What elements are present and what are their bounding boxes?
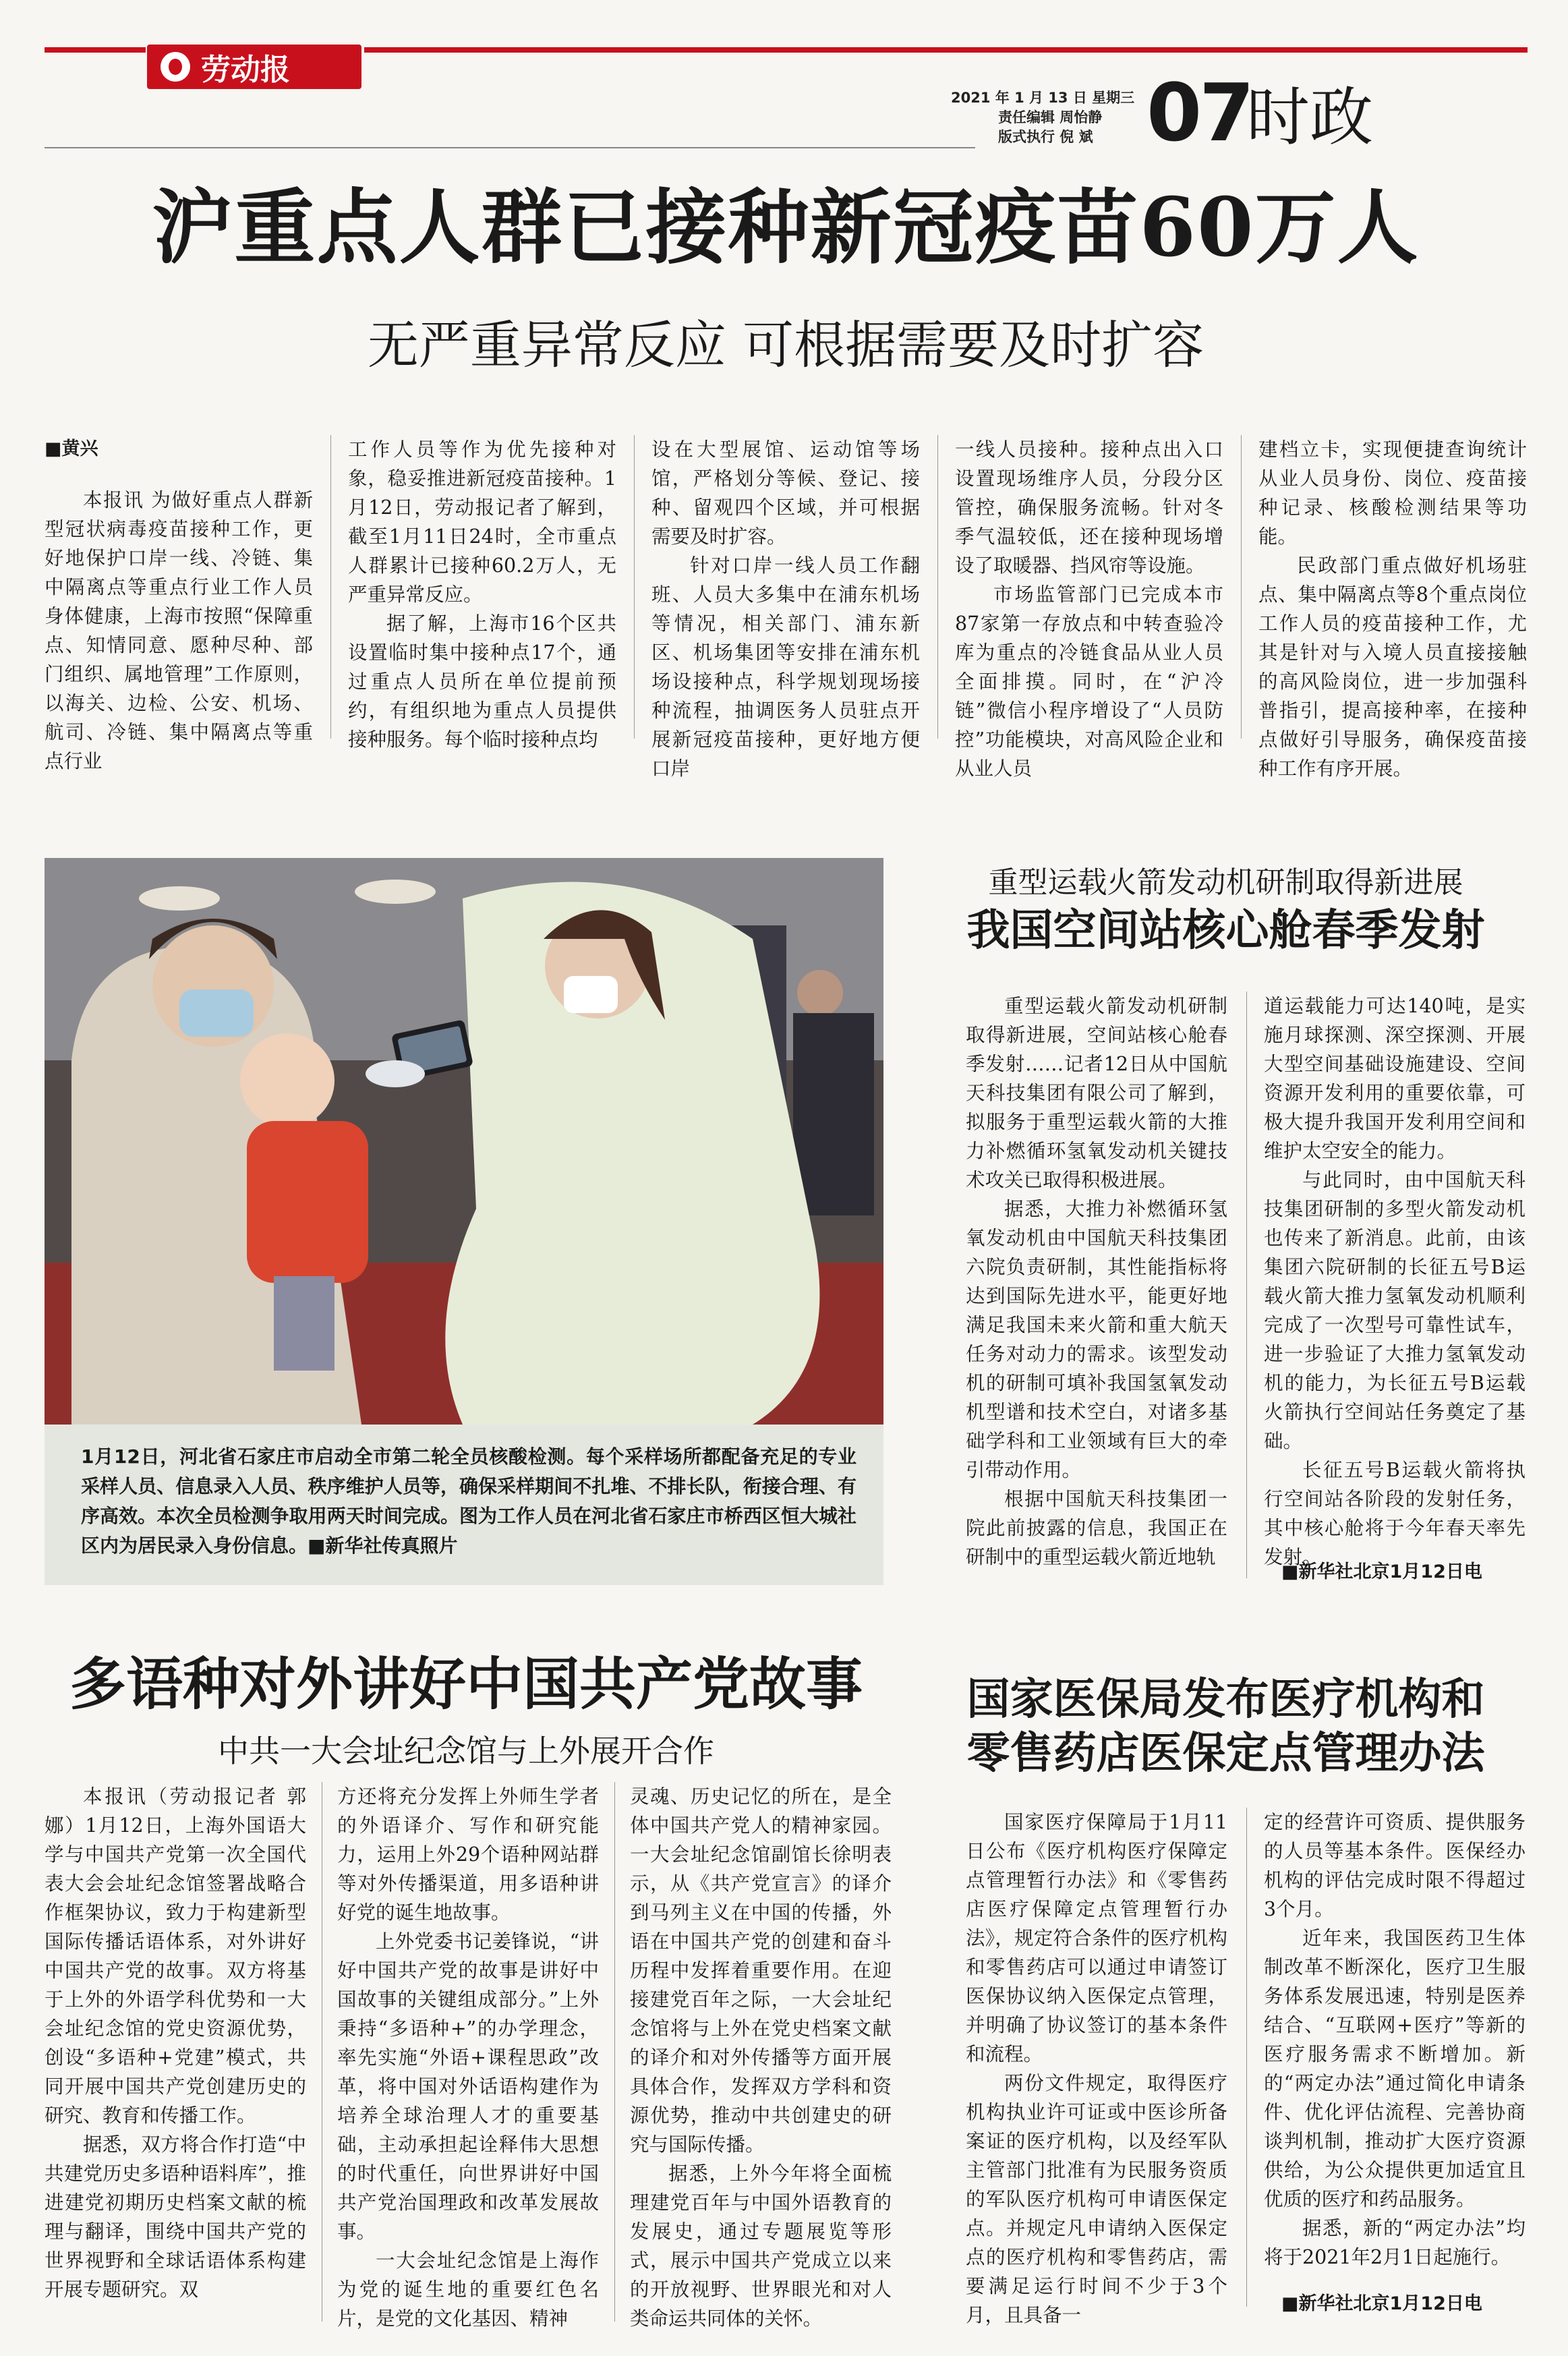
multilang-col-3 bbox=[630, 1782, 892, 2333]
insurance-col-2 bbox=[1264, 1808, 1526, 2272]
paragraph: 上外党委书记姜锋说，“讲好中国共产党的故事是讲好中国故事的关键组成部分。”上外秉持“多语种+”的办学理念，率先实施“外语+课程思政”改革，将中国对外话语构建作为培养全球治理人才的重要基础，主动承担起诠释伟大思想的时代重任，向世界讲好中国共产党治国理政和改革发展故事。 bbox=[337, 1930, 599, 2243]
paragraph: 道运载能力可达140吨，是实施月球探测、深空探测、开展大型空间基础设施建设、空间资源开发利用的重要依靠，可极大提升我国开发利用空间和维护太空安全的能力。 bbox=[1264, 995, 1526, 1162]
page-number: 07 bbox=[1146, 66, 1252, 159]
paragraph: 定的经营许可资质、提供服务的人员等基本条件。医保经办机构的评估完成时限不得超过3个月。 bbox=[1264, 1811, 1526, 1920]
section-name: 时政 bbox=[1246, 81, 1374, 154]
lead-col-2 bbox=[348, 435, 616, 754]
space-headline: 我国空间站核心舱春季发射 bbox=[966, 905, 1485, 956]
paragraph: 一大会址纪念馆是上海作为党的诞生地的重要红色名片，是党的文化基因、精神 bbox=[337, 2249, 599, 2330]
paragraph: 建档立卡，实现便捷查询统计从业人员身份、岗位、疫苗接种记录、核酸检测结果等功能。 bbox=[1258, 438, 1527, 548]
insurance-headline bbox=[924, 1673, 1528, 1781]
paragraph: 长征五号B运载火箭将执行空间站各阶段的发射任务，其中核心舱将于今年春天率先发射。 bbox=[1264, 1459, 1526, 1568]
space-kicker: 重型运载火箭发动机研制取得新进展 bbox=[988, 865, 1463, 900]
column-divider bbox=[1246, 992, 1247, 1578]
photo-caption bbox=[81, 1442, 856, 1561]
paragraph: 根据中国航天科技集团一院此前披露的信息，我国正在研制中的重型运载火箭近地轨 bbox=[966, 1488, 1227, 1568]
column-divider bbox=[1246, 1808, 1247, 2307]
paragraph: 方还将充分发挥上外师生学者的外语译介、写作和研究能力，运用上外29个语种网站群等对外传播渠道，用多语种讲好党的诞生地故事。 bbox=[337, 1785, 599, 1924]
column-divider bbox=[1241, 435, 1242, 739]
paragraph: 据悉，上外今年将全面梳理建党百年与中国外语教育的发展史，通过专题展览等形式，展示中国共产党成立以来的开放视野、世界眼光和对人类命运共同体的关怀。 bbox=[630, 2162, 892, 2330]
insurance-headline-line1: 国家医保局发布医疗机构和 bbox=[966, 1674, 1485, 1725]
issue-date: 2021 年 1 月 13 日 星期三 bbox=[951, 90, 1135, 106]
responsible-editor: 责任编辑 周怡静 bbox=[998, 109, 1103, 125]
lead-byline: ■黄兴 bbox=[45, 438, 98, 459]
paragraph: 与此同时，由中国航天科技集团研制的多型火箭发动机也传来了新消息。此前，由该集团六院研制的长征五号B运载火箭大推力氢氧发动机顺利完成了一次型号可靠性试车，进一步验证了大推力氢氧发动机的能力，为长征五号B运载火箭执行空间站任务奠定了基础。 bbox=[1264, 1169, 1526, 1452]
multilang-col-1 bbox=[45, 1782, 306, 2304]
caption-text: 1月12日，河北省石家庄市启动全市第二轮全员核酸检测。每个采样场所都配备充足的专业采样人员、信息录入人员、秩序维护人员等，确保采样期间不扎堆、不排长队，衔接合理、有序高效。本次全员检测争取用两天时间完成。图为工作人员在河北省石家庄市桥西区恒大城社区内为居民录入身份信息。 bbox=[81, 1445, 856, 1557]
paragraph: 据悉，双方将合作打造“中共建党历史多语种语料库”，推进建党初期历史档案文献的梳理与翻译，围绕中国共产党的世界视野和全球话语体系构建开展专题研究。双 bbox=[45, 2133, 306, 2301]
layout-designer: 版式执行 倪 斌 bbox=[998, 129, 1093, 145]
insurance-headline-line2: 零售药店医保定点管理办法 bbox=[966, 1728, 1485, 1779]
paragraph: 近年来，我国医药卫生体制改革不断深化，医疗卫生服务体系发展迅速，特别是医养结合、“互联网+医疗”等新的医疗服务需求不断增加。新的“两定办法”通过简化申请条件、优化评估流程、完善协商谈判机制，推动扩大医疗资源供给，为公众提供更加适宜且优质的医疗和药品服务。 bbox=[1264, 1927, 1526, 2210]
paragraph: 工作人员等作为优先接种对象，稳妥推进新冠疫苗接种。1月12日，劳动报记者了解到，截至1月11日24时，全市重点人群累计已接种60.2万人，无严重异常反应。 bbox=[348, 438, 616, 606]
column-divider bbox=[330, 435, 331, 739]
lead-col-3 bbox=[651, 435, 920, 783]
paragraph: 针对口岸一线人员工作翻班、人员大多集中在浦东机场等情况，相关部门、浦东新区、机场集团等安排在浦东机场设接种点，科学规划现场接种流程，抽调医务人员驻点开展新冠疫苗接种，更好地方便口岸 bbox=[651, 554, 920, 780]
photo-illustration bbox=[45, 858, 883, 1425]
lead-subhead: 无严重异常反应 可根据需要及时扩容 bbox=[367, 315, 1204, 375]
lead-col-1 bbox=[45, 486, 313, 776]
column-divider bbox=[634, 435, 635, 739]
masthead-rule-left bbox=[45, 47, 146, 53]
insurance-dateline: ■新华社北京1月12日电 bbox=[1281, 2293, 1482, 2314]
paragraph: 据了解，上海市16个区共设置临时集中接种点17个，通过重点人员所在单位提前预约，有组织地为重点人员提供接种服务。每个临时接种点均 bbox=[348, 612, 616, 751]
space-col-1 bbox=[966, 992, 1227, 1572]
paragraph: 据悉，新的“两定办法”均将于2021年2月1日起施行。 bbox=[1264, 2217, 1526, 2268]
paragraph: 灵魂、历史记忆的所在，是全体中国共产党人的精神家园。一大会址纪念馆副馆长徐明表示，从《共产党宣言》的译介到马列主义在中国的传播，外语在中国共产党的创建和奋斗历程中发挥着重要作用。在迎接建党百年之际，一大会址纪念馆将与上外在党史档案文献的译介和对外传播等方面开展具体合作，发挥双方学科和资源优势，推动中共创建史的研究与国际传播。 bbox=[630, 1785, 892, 2156]
lead-headline: 沪重点人群已接种新冠疫苗60万人 bbox=[152, 180, 1420, 275]
multilang-subhead: 中共一大会址纪念馆与上外展开合作 bbox=[218, 1733, 714, 1769]
column-divider bbox=[614, 1782, 615, 2322]
multilang-col-2 bbox=[337, 1782, 599, 2333]
paragraph: 市场监管部门已完成本市87家第一存放点和中转查验冷库为重点的冷链食品从业人员全面排摸。同时，在“沪冷链”微信小程序增设了“人员防控”功能模块，对高风险企业和从业人员 bbox=[955, 583, 1223, 780]
paragraph: 据悉，大推力补燃循环氢氧发动机由中国航天科技集团六院负责研制，其性能指标将达到国际先进水平，能更好地满足我国未来火箭和重大航天任务对动力的需求。该型发动机的研制可填补我国氢氧发动机型谱和技术空白，对诸多基础学科和工业领域有巨大的牵引带动作用。 bbox=[966, 1198, 1227, 1481]
issue-meta bbox=[951, 88, 1180, 147]
paragraph: 两份文件规定，取得医疗机构执业许可证或中医诊所备案证的医疗机构，以及经军队主管部门批准有为民服务资质的军队医疗机构可申请医保定点。并规定凡申请纳入医保定点的医疗机构和零售药店，需要满足运行时间不少于3个月，且具备一 bbox=[966, 2072, 1227, 2326]
paragraph: 设在大型展馆、运动馆等场馆，严格划分等候、登记、接种、留观四个区域，并可根据需要及时扩容。 bbox=[651, 438, 920, 548]
insurance-col-1 bbox=[966, 1808, 1227, 2330]
paragraph: 一线人员接种。接种点出入口设置现场维序人员，分段分区管控，确保服务流畅。针对冬季气温较低，还在接种现场增设了取暖器、挡风帘等设施。 bbox=[955, 438, 1223, 577]
logo-text: 劳动报 bbox=[201, 53, 290, 87]
column-divider bbox=[937, 435, 938, 739]
space-col-2 bbox=[1264, 992, 1526, 1572]
paragraph: 国家医疗保障局于1月11日公布《医疗机构医疗保障定点管理暂行办法》和《零售药店医疗保障定点管理暂行办法》，规定符合条件的医疗机构和零售药店可以通过申请签订医保协议纳入医保定点管理，并明确了协议签订的基本条件和流程。 bbox=[966, 1811, 1227, 2065]
paragraph: 本报讯 为做好重点人群新型冠状病毒疫苗接种工作，更好地保护口岸一线、冷链、集中隔离点等重点行业工作人员身体健康，上海市按照“保障重点、知情同意、愿种尽种、部门组织、属地管理”工作原则，以海关、边检、公安、机场、航司、冷链、集中隔离点等重点行业 bbox=[45, 489, 313, 772]
masthead-thin-rule bbox=[45, 147, 975, 148]
paragraph: 重型运载火箭发动机研制取得新进展，空间站核心舱春季发射……记者12日从中国航天科技集团有限公司了解到，拟服务于重型运载火箭的大推力补燃循环氢氧发动机关键技术攻关已取得积极进展。 bbox=[966, 995, 1227, 1191]
space-dateline: ■新华社北京1月12日电 bbox=[1281, 1561, 1482, 1582]
photo-credit: ■新华社传真照片 bbox=[308, 1534, 458, 1557]
lead-col-4 bbox=[955, 435, 1223, 783]
masthead-rule-right bbox=[364, 47, 1528, 53]
lead-col-5 bbox=[1258, 435, 1527, 783]
logo-mark-icon bbox=[161, 52, 190, 82]
news-photo bbox=[45, 858, 883, 1425]
multilang-headline: 多语种对外讲好中国共产党故事 bbox=[69, 1650, 863, 1717]
paragraph: 民政部门重点做好机场驻点、集中隔离点等8个重点岗位工作人员的疫苗接种工作，尤其是针对与入境人员直接接触的高风险岗位，进一步加强科普指引，提高接种率，在接种点做好引导服务，确保疫苗接种工作有序开展。 bbox=[1258, 554, 1527, 780]
newspaper-logo bbox=[147, 45, 361, 89]
paragraph: 本报讯（劳动报记者 郭娜）1月12日，上海外国语大学与中国共产党第一次全国代表大会会址纪念馆签署战略合作框架协议，致力于构建新型国际传播话语体系，对外讲好中国共产党的故事。双方将基于上外的外语学科优势和一大会址纪念馆的党史资源优势，创设“多语种+党建”模式，共同开展中国共产党创建历史的研究、教育和传播工作。 bbox=[45, 1785, 306, 2127]
